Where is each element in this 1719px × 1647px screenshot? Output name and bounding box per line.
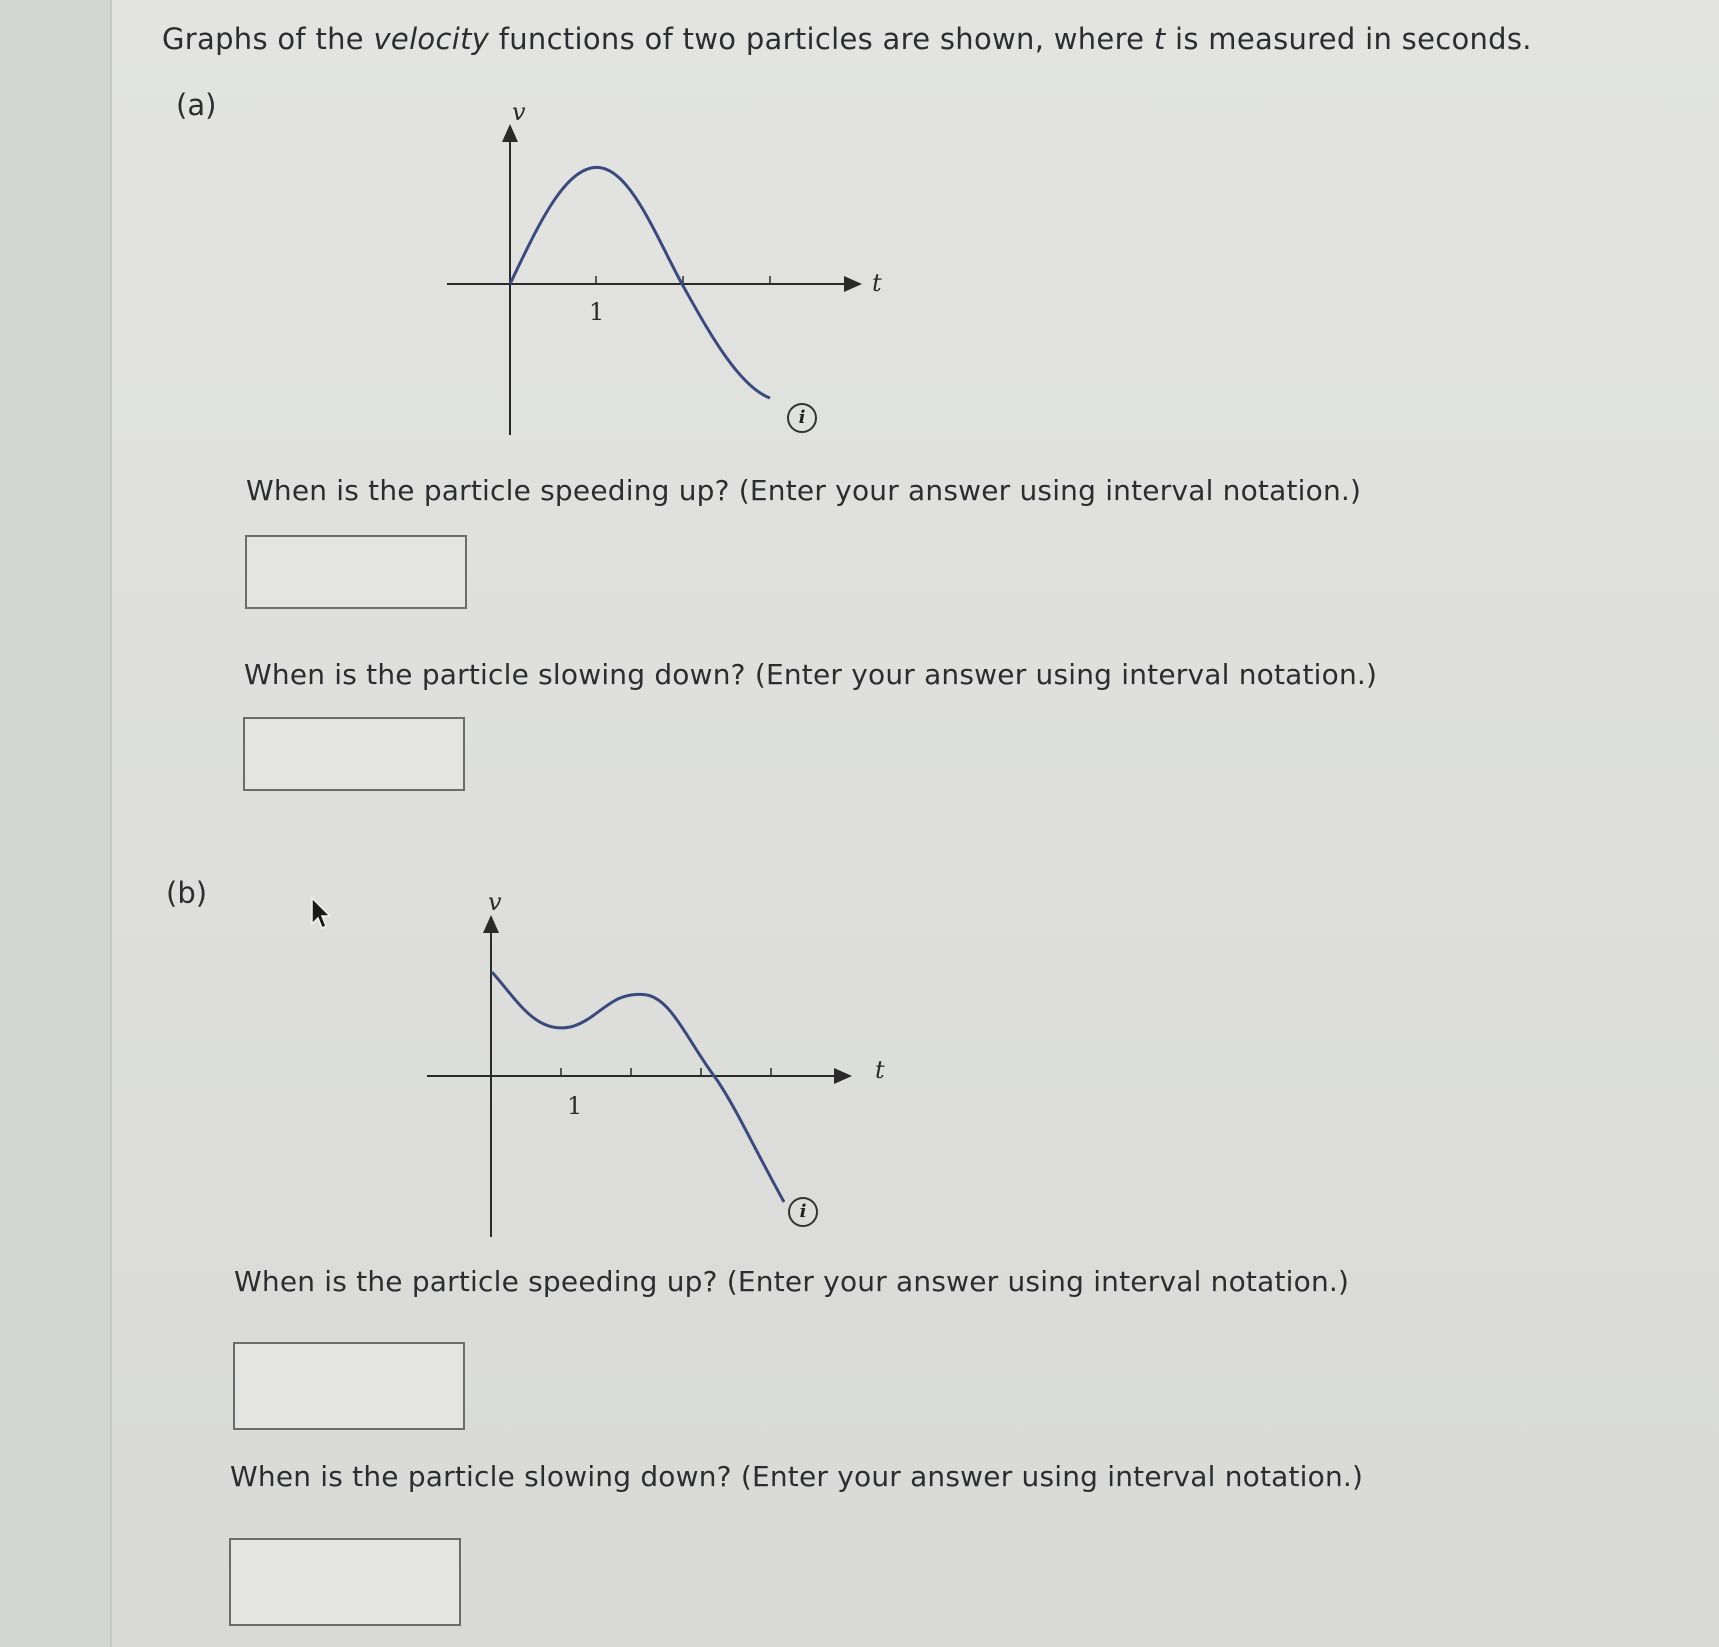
part-a-label: (a) — [176, 88, 217, 122]
question-content — [112, 0, 1719, 1647]
part-a-v-label: v — [512, 98, 526, 126]
part-b-velocity-curve — [492, 972, 784, 1202]
part-b-speeding-up-question: When is the particle speeding up? (Enter your answer using interval notation.) — [234, 1265, 1350, 1298]
part-a-speeding-up-question: When is the particle speeding up? (Enter your answer using interval notation.) — [246, 474, 1362, 507]
part-a-slowing-down-input[interactable] — [243, 717, 465, 791]
intro-middle: functions of two particles are shown, where — [489, 22, 1154, 56]
mouse-pointer-icon — [310, 896, 334, 936]
info-icon[interactable]: i — [788, 1197, 818, 1227]
info-icon[interactable]: i — [787, 403, 817, 433]
part-a-slowing-down-question: When is the particle slowing down? (Enter your answer using interval notation.) — [244, 658, 1378, 691]
part-a-speeding-up-input[interactable] — [245, 535, 467, 609]
problem-statement — [162, 22, 1532, 56]
part-a-velocity-graph — [332, 88, 882, 438]
part-b-speeding-up-input[interactable] — [233, 1342, 465, 1430]
intro-before: Graphs of the — [162, 22, 374, 56]
intro-after: is measured in seconds. — [1165, 22, 1532, 56]
part-b-tick-label-1: 1 — [567, 1092, 583, 1120]
part-b-slowing-down-question: When is the particle slowing down? (Enter your answer using interval notation.) — [230, 1460, 1364, 1493]
part-b-velocity-graph — [312, 872, 885, 1242]
part-b-t-label: t — [875, 1056, 885, 1084]
part-a-t-label: t — [872, 269, 882, 297]
left-margin — [0, 0, 112, 1647]
intro-velocity: velocity — [373, 22, 490, 56]
intro-var-t: t — [1153, 22, 1166, 56]
part-b-v-label: v — [488, 888, 502, 916]
part-b-slowing-down-input[interactable] — [229, 1538, 461, 1626]
part-b-label: (b) — [166, 876, 208, 910]
part-a-tick-label-1: 1 — [589, 298, 605, 326]
part-a-velocity-curve — [510, 167, 770, 398]
